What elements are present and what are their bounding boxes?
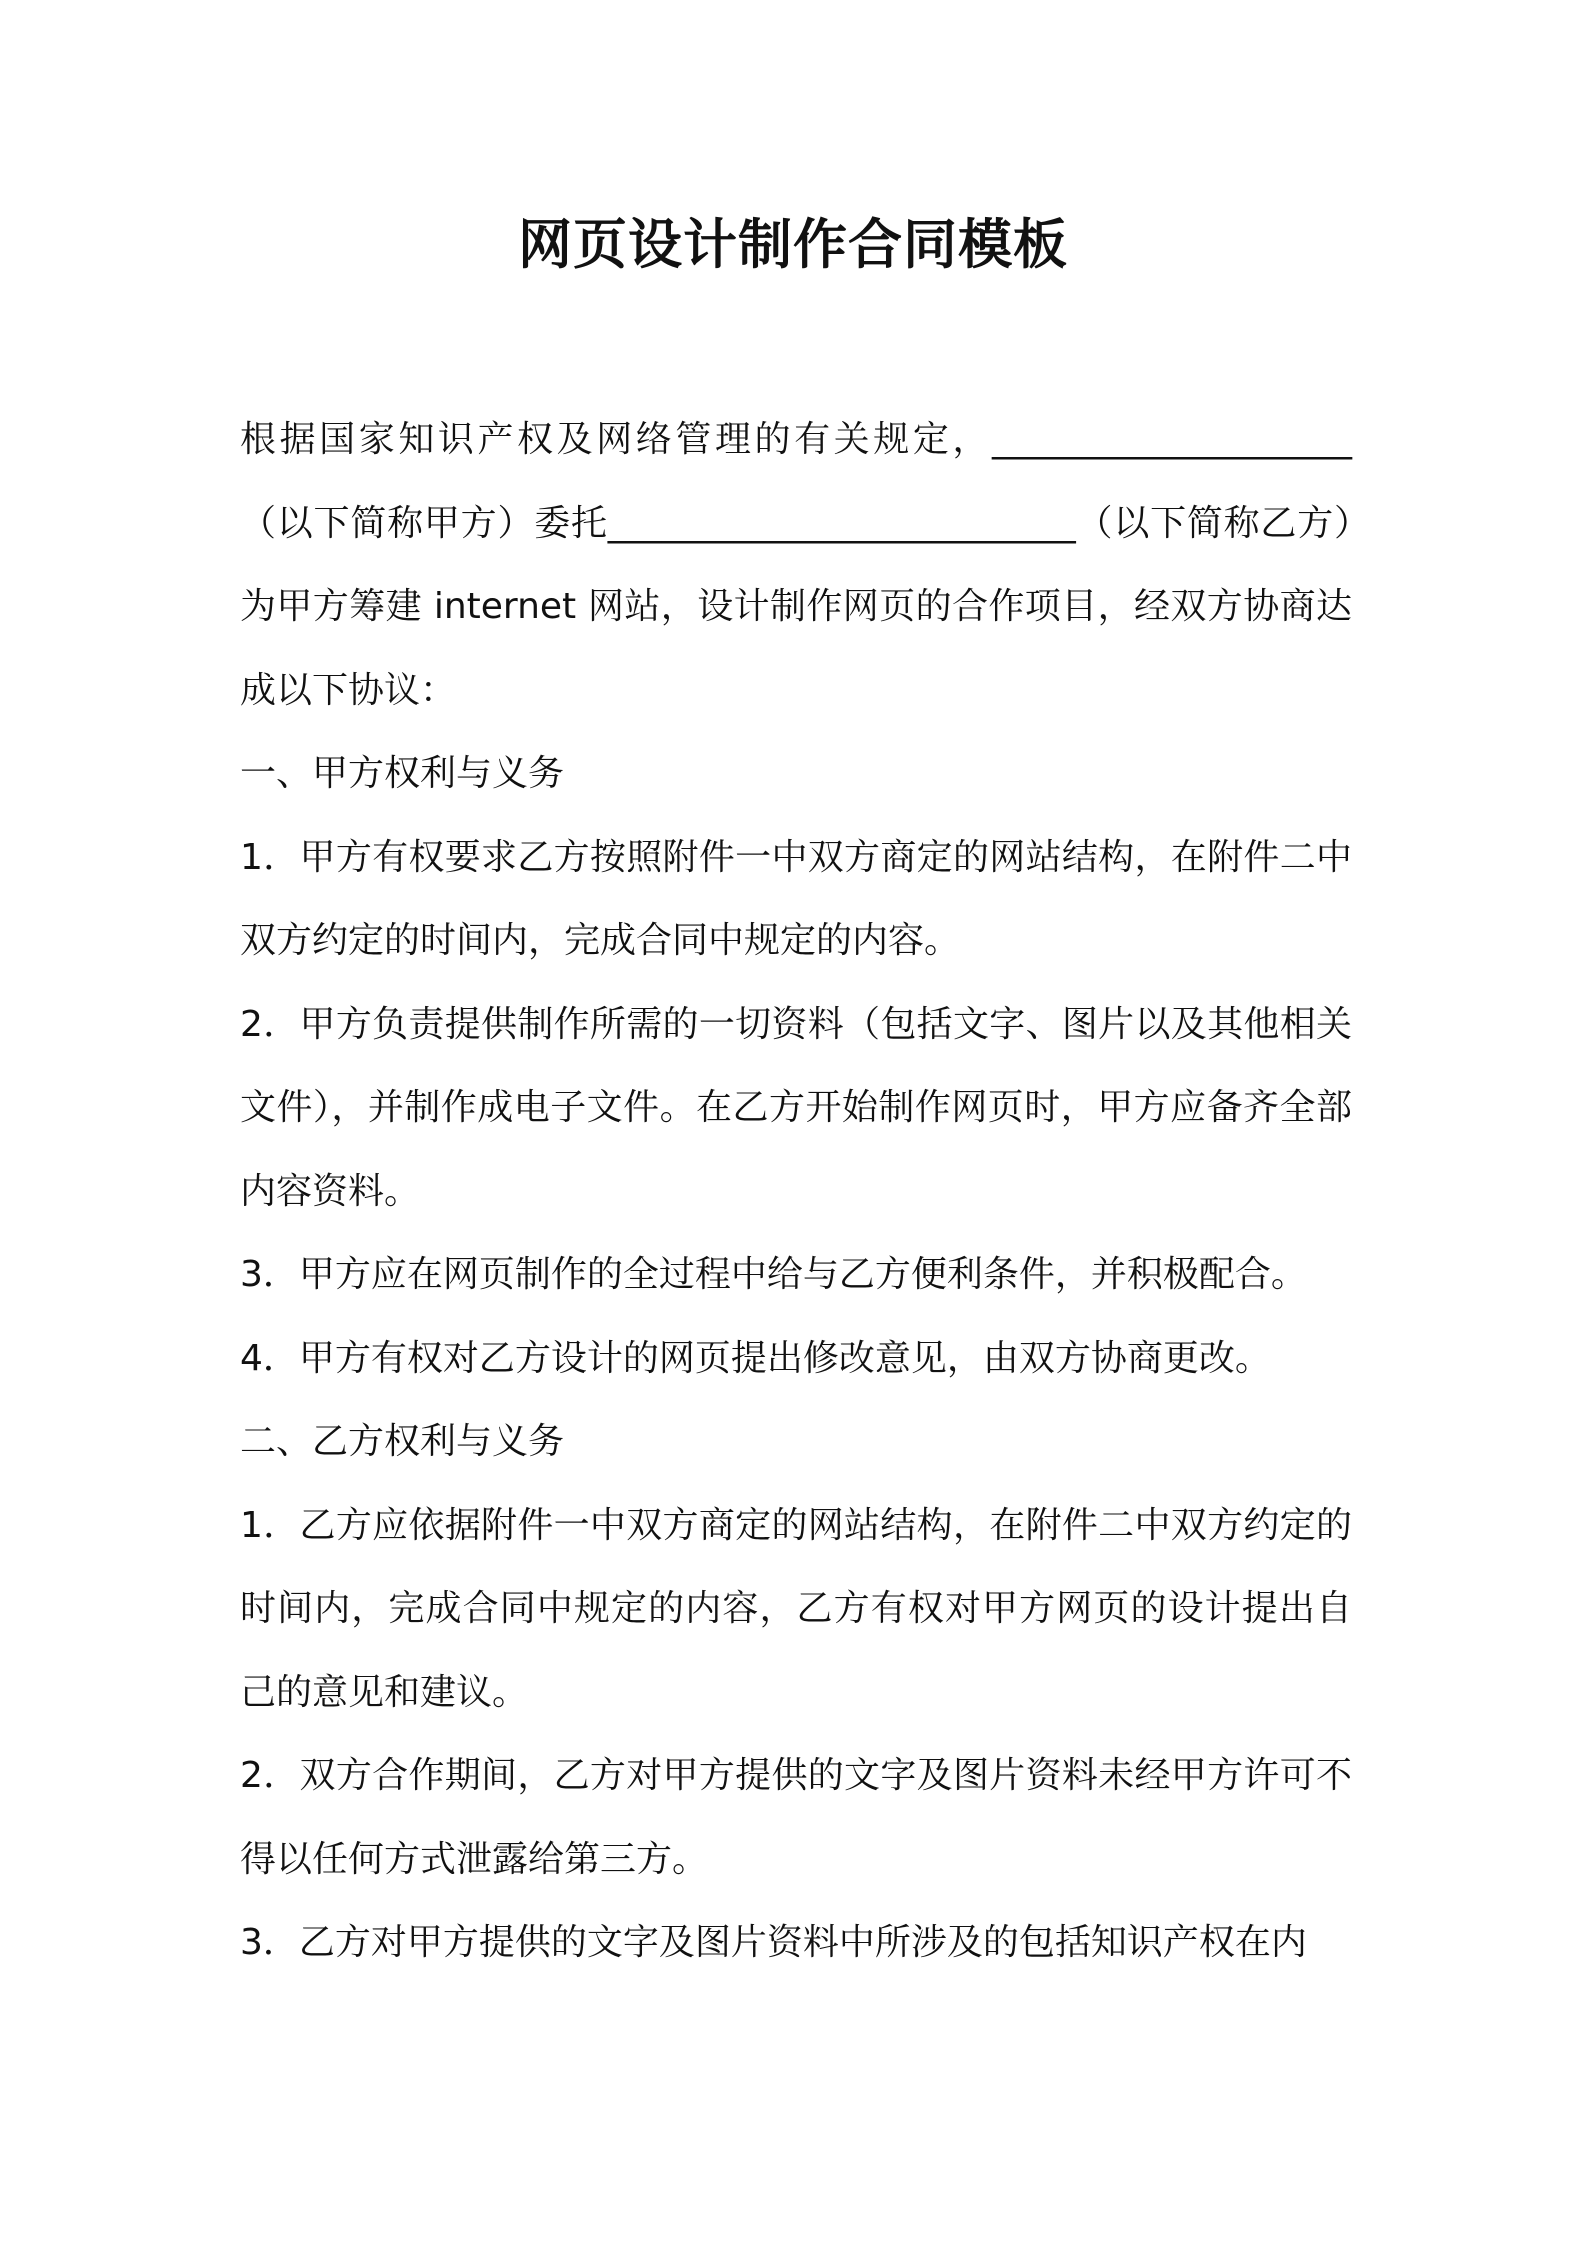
clause-a-2: 2．甲方负责提供制作所需的一切资料（包括文字、图片以及其他相关文件），并制作成电子文件。在乙方开始制作网页时，甲方应备齐全部内容资料。	[240, 1003, 1352, 1212]
clause-b-3: 3．乙方对甲方提供的文字及图片资料中所涉及的包括知识产权在内	[240, 1922, 1307, 1963]
section-heading-party-b: 二、乙方权利与义务	[240, 1421, 565, 1462]
clause-a-1: 1．甲方有权要求乙方按照附件一中双方商定的网站结构，在附件二中双方约定的时间内，完成合同中规定的内容。	[240, 836, 1352, 961]
clause-b-1: 1．乙方应依据附件一中双方商定的网站结构，在附件二中双方约定的时间内，完成合同中规定的内容，乙方有权对甲方网页的设计提出自己的意见和建议。	[240, 1504, 1352, 1713]
clause-a-4: 4．甲方有权对乙方设计的网页提出修改意见，由双方协商更改。	[240, 1337, 1271, 1379]
intro-paragraph: 根据国家知识产权及网络管理的有关规定，____________________（以下简称甲方）委托__________________________（以下简称乙方）为甲方筹建 internet 网站，设计制作网页的合作项目，经双方协商达成以下协议：	[240, 419, 1352, 711]
clause-a-3: 3．甲方应在网页制作的全过程中给与乙方便利条件，并积极配合。	[240, 1254, 1307, 1295]
document-body	[240, 398, 1352, 1985]
document-title: 网页设计制作合同模板	[518, 213, 1068, 276]
clause-b-2: 2．双方合作期间，乙方对甲方提供的文字及图片资料未经甲方许可不得以任何方式泄露给第三方。	[240, 1755, 1352, 1880]
section-heading-party-a: 一、甲方权利与义务	[240, 753, 565, 794]
